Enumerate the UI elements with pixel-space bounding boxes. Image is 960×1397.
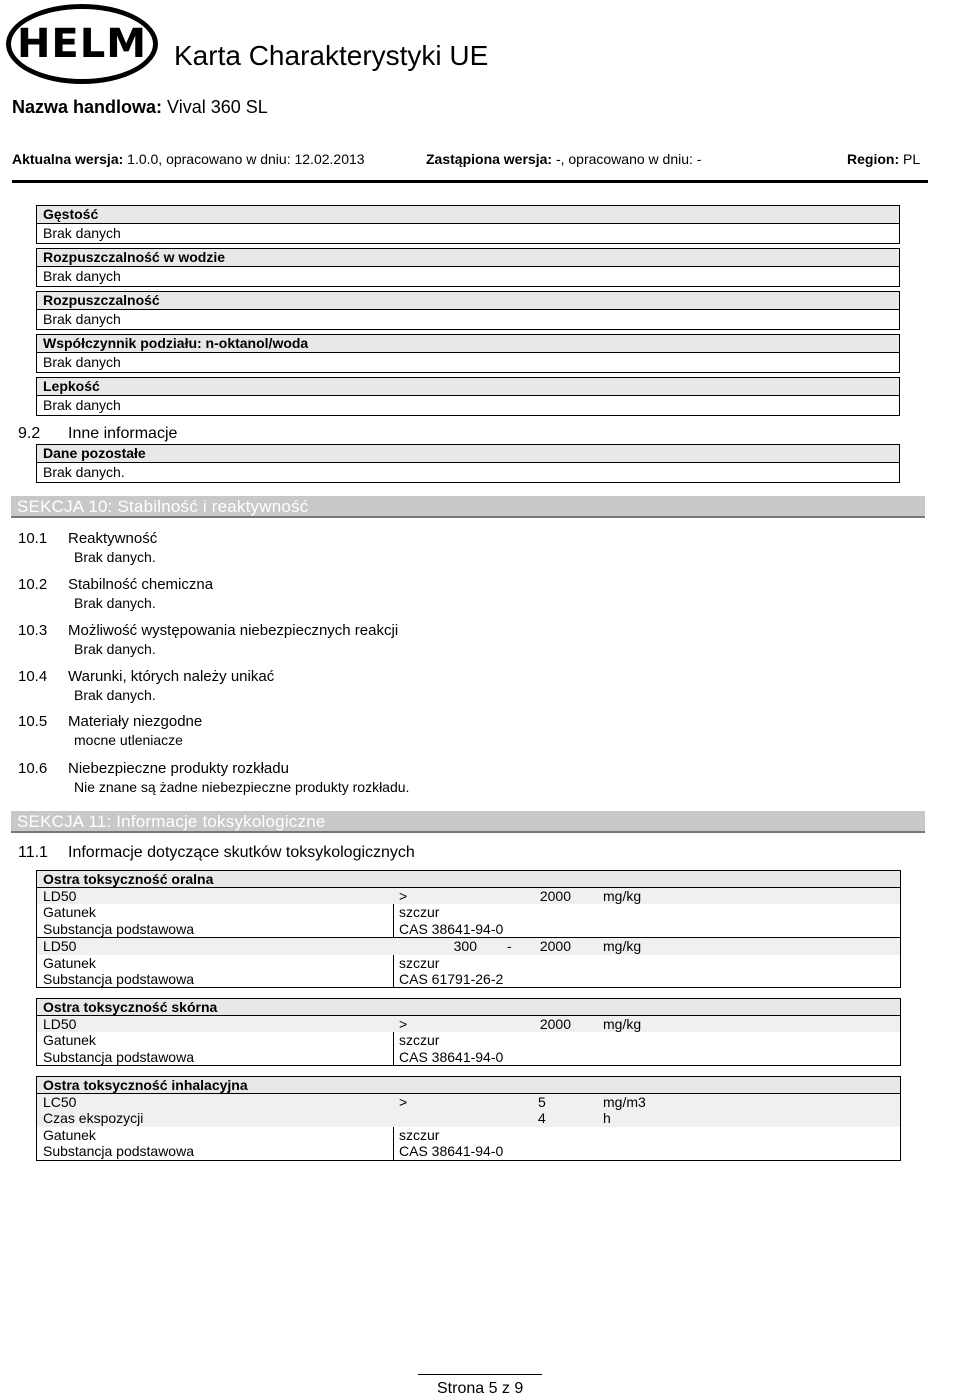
property-box (36, 205, 900, 244)
replaced-version (426, 152, 701, 166)
table-body (37, 1016, 900, 1065)
trade-name (12, 98, 268, 116)
property-value: Brak danych (43, 397, 121, 413)
item-value: Brak danych. (74, 687, 156, 703)
item-title: Możliwość występowania niebezpiecznych reakcji (68, 622, 399, 639)
item-title: Reaktywność (68, 530, 158, 547)
item-number: 10.6 (18, 760, 48, 777)
row-value: 2000 (539, 1016, 571, 1032)
row-operator: > (399, 1016, 408, 1032)
property-value: Brak danych. (43, 464, 125, 480)
table-row (37, 1049, 900, 1065)
row-operator: > (399, 1094, 408, 1110)
table-row (37, 937, 900, 954)
row-text: CAS 38641-94-0 (399, 920, 504, 937)
table-row (37, 904, 900, 920)
item-value: Nie znane są żadne niebezpieczne produkty rozkładu. (74, 779, 410, 795)
row-label: Gatunek (43, 1032, 96, 1049)
replaced-version-value: -, opracowano w dniu: - (555, 151, 702, 167)
row-label: Gatunek (43, 954, 96, 971)
document-title: Karta Charakterystyki UE (174, 40, 489, 71)
helm-logo (6, 4, 158, 84)
item-title: Niebezpieczne produkty rozkładu (68, 760, 289, 777)
row-value: 4 (538, 1110, 546, 1127)
table-row (37, 1032, 900, 1048)
row-text: szczur (399, 904, 440, 921)
property-box (36, 377, 900, 416)
row-text: CAS 61791-26-2 (399, 970, 504, 987)
property-title: Rozpuszczalność w wodzie (37, 249, 899, 267)
property-value: Brak danych (43, 311, 121, 327)
item-value: mocne utleniacze (74, 732, 183, 748)
current-version (12, 152, 365, 166)
row-value-from: 300 (453, 938, 477, 955)
table-body (37, 1094, 900, 1160)
item-title: Warunki, których należy unikać (68, 668, 275, 685)
property-value: Brak danych (43, 225, 121, 241)
header-divider (12, 180, 928, 183)
current-version-label: Aktualna wersja: (12, 151, 124, 167)
item-number: 10.4 (18, 668, 48, 685)
row-label: Gatunek (43, 904, 96, 921)
item-number: 10.5 (18, 713, 48, 730)
row-label: LC50 (43, 1094, 77, 1110)
row-label: Substancja podstawowa (43, 970, 194, 987)
other-data-box (36, 444, 900, 483)
row-range-dash: - (507, 938, 512, 955)
row-value: 5 (538, 1094, 546, 1110)
table-row (37, 1016, 900, 1032)
subsection-number: 9.2 (18, 425, 41, 442)
property-box (36, 248, 900, 287)
item-number: 10.3 (18, 622, 48, 639)
region (847, 152, 920, 166)
property-title: Gęstość (37, 206, 899, 224)
row-label: LD50 (43, 888, 77, 904)
property-title: Współczynnik podziału: n-oktanol/woda (37, 335, 899, 353)
subsection-title: Informacje dotyczące skutków toksykologicznych (68, 844, 415, 861)
property-box (36, 334, 900, 373)
item-title: Stabilność chemiczna (68, 576, 214, 593)
page-number: Strona 5 z 9 (437, 1380, 524, 1397)
table-body (37, 888, 900, 987)
table-row (37, 888, 900, 904)
item-value: Brak danych. (74, 641, 156, 657)
table-row (37, 1094, 900, 1110)
subsection-title: Inne informacje (68, 425, 178, 442)
item-title: Materiały niezgodne (68, 713, 203, 730)
table-row (37, 921, 900, 937)
logo-text: HELM (16, 21, 148, 67)
table-title: Ostra toksyczność oralna (37, 871, 900, 888)
property-title: Dane pozostałe (37, 445, 899, 463)
item-number: 10.1 (18, 530, 48, 547)
property-value: Brak danych (43, 268, 121, 284)
trade-name-label: Nazwa handlowa: (12, 97, 163, 117)
row-value: 2000 (539, 938, 571, 955)
row-text: szczur (399, 954, 440, 971)
dermal-toxicity-table (36, 998, 901, 1066)
section-10-header: SEKCJA 10: Stabilność i reaktywność (11, 496, 925, 518)
row-label: Substancja podstawowa (43, 1048, 194, 1065)
row-unit: mg/kg (603, 888, 642, 904)
table-row (37, 955, 900, 971)
row-unit: mg/m3 (603, 1094, 646, 1110)
table-title: Ostra toksyczność inhalacyjna (37, 1077, 900, 1094)
replaced-version-label: Zastąpiona wersja: (426, 151, 553, 167)
region-value: PL (903, 151, 921, 167)
row-text: szczur (399, 1126, 440, 1143)
current-version-value: 1.0.0, opracowano w dniu: 12.02.2013 (127, 151, 365, 167)
row-unit: mg/kg (603, 938, 642, 955)
footer-divider (418, 1374, 542, 1375)
inhalation-toxicity-table (36, 1076, 901, 1161)
subsection-number: 11.1 (18, 844, 48, 861)
trade-name-value: Vival 360 SL (167, 97, 268, 117)
item-number: 10.2 (18, 576, 48, 593)
oral-toxicity-table (36, 870, 901, 988)
table-row (37, 1127, 900, 1143)
row-label: LD50 (43, 1016, 77, 1032)
row-unit: h (603, 1110, 611, 1127)
item-value: Brak danych. (74, 549, 156, 565)
table-title: Ostra toksyczność skórna (37, 999, 900, 1016)
row-label: LD50 (43, 938, 77, 955)
row-text: CAS 38641-94-0 (399, 1048, 504, 1065)
property-title: Lepkość (37, 378, 899, 396)
property-value: Brak danych (43, 354, 121, 370)
row-operator: > (399, 888, 408, 904)
row-label: Substancja podstawowa (43, 920, 194, 937)
table-row (37, 971, 900, 987)
row-label: Substancja podstawowa (43, 1143, 194, 1160)
property-title: Rozpuszczalność (37, 292, 899, 310)
item-value: Brak danych. (74, 595, 156, 611)
property-box (36, 291, 900, 330)
row-text: szczur (399, 1032, 440, 1049)
row-label: Gatunek (43, 1126, 96, 1143)
table-row (37, 1110, 900, 1126)
row-label: Czas ekspozycji (43, 1110, 144, 1127)
row-value: 2000 (539, 888, 571, 904)
row-unit: mg/kg (603, 1016, 642, 1032)
region-label: Region: (847, 151, 900, 167)
table-row (37, 1143, 900, 1159)
row-text: CAS 38641-94-0 (399, 1143, 504, 1160)
section-11-header: SEKCJA 11: Informacje toksykologiczne (11, 811, 925, 833)
